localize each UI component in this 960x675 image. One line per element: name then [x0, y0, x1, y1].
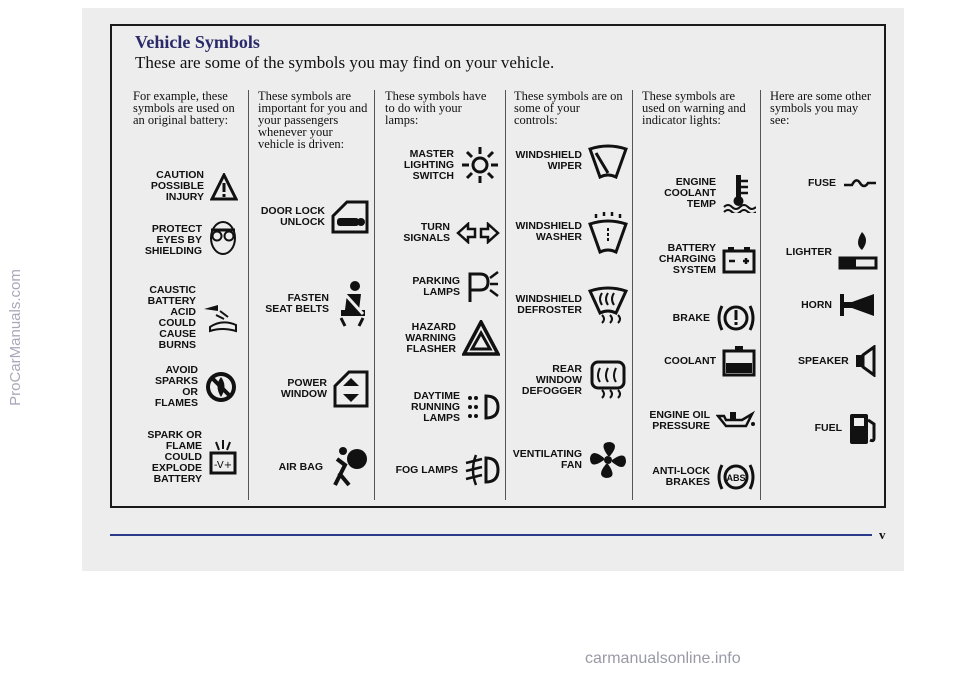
eye-shield-icon — [208, 220, 238, 260]
symbol-oil-pressure: ENGINE OIL PRESSURE — [640, 410, 756, 432]
acid-burn-icon — [202, 301, 238, 335]
coolant-icon — [722, 345, 756, 377]
speaker-icon — [854, 345, 878, 377]
battery-icon — [722, 246, 756, 274]
column-intro: These symbols are on some of your controls: — [514, 89, 623, 127]
coolant-temp-icon — [722, 173, 756, 213]
column-divider — [760, 90, 761, 500]
fan-icon — [588, 440, 628, 480]
symbol-power-window: POWER WINDOW — [255, 370, 369, 408]
bottom-watermark: carmanualsonline.info — [585, 650, 741, 667]
symbol-fuel: FUEL — [768, 410, 878, 446]
hazard-icon — [462, 320, 500, 356]
page-subtitle: These are some of the symbols you may find on your vehicle. — [135, 53, 555, 72]
symbol-wiper: WINDSHIELD WIPER — [510, 143, 628, 179]
drl-icon — [466, 390, 500, 424]
power-window-icon — [333, 370, 369, 408]
no-flame-icon — [204, 370, 238, 404]
svg-text:ABS: ABS — [726, 473, 746, 483]
symbol-drl: DAYTIME RUNNING LAMPS — [384, 390, 500, 424]
symbol-seat-belts: FASTEN SEAT BELTS — [255, 280, 369, 328]
column-intro: These symbols have to do with your lamps: — [385, 89, 487, 127]
symbol-horn: HORN — [768, 290, 878, 320]
symbol-coolant: COOLANT — [640, 345, 756, 377]
battery-explode-icon — [208, 438, 238, 478]
symbol-master-lighting: MASTER LIGHTING SWITCH — [384, 145, 500, 185]
page-number: v — [879, 527, 886, 542]
symbol-spark-explode: SPARK OR FLAME COULD EXPLODE BATTERY -V+ — [132, 430, 238, 485]
turn-signal-icon — [456, 222, 500, 244]
symbol-abs: ANTI-LOCK BRAKES ABS — [640, 460, 756, 494]
column-divider — [248, 90, 249, 500]
symbol-speaker: SPEAKER — [768, 345, 878, 377]
symbol-protect-eyes: PROTECT EYES BY SHIELDING — [138, 220, 238, 260]
parking-lamp-icon — [466, 270, 500, 304]
symbol-door-lock: DOOR LOCK UNLOCK — [255, 200, 369, 234]
defroster-icon — [588, 285, 628, 325]
symbol-lighter: LIGHTER — [768, 230, 878, 274]
symbol-defroster: WINDSHIELD DEFROSTER — [510, 285, 628, 325]
svg-text:-V+: -V+ — [213, 459, 233, 471]
symbol-fog-lamps: FOG LAMPS — [384, 453, 500, 487]
symbol-battery-charging: BATTERY CHARGING SYSTEM — [640, 243, 756, 276]
column-intro: Here are some other symbols you may see: — [770, 89, 871, 127]
column-divider — [505, 90, 506, 500]
column-intro: For example, these symbols are used on an original battery: — [133, 89, 235, 127]
column-intro: These symbols are used on warning and indicator lights: — [642, 89, 746, 127]
symbol-hazard: HAZARD WARNING FLASHER — [384, 320, 500, 356]
master-light-icon — [460, 145, 500, 185]
oil-pressure-icon — [716, 410, 756, 432]
washer-icon — [588, 210, 628, 254]
fog-lamp-icon — [464, 453, 500, 487]
symbol-turn-signals: TURN SIGNALS — [384, 222, 500, 244]
abs-icon — [716, 460, 756, 494]
horn-icon — [838, 290, 878, 320]
column-intro: These symbols are important for you and your passengers whenever your vehicle is driven: — [258, 89, 368, 151]
seat-belt-icon — [335, 280, 369, 328]
symbol-vent-fan: VENTILATING FAN — [510, 440, 628, 480]
caution-triangle-icon — [210, 173, 238, 201]
symbol-coolant-temp: ENGINE COOLANT TEMP — [640, 173, 756, 213]
rear-defog-icon — [588, 360, 628, 400]
fuel-icon — [848, 410, 878, 446]
symbol-caution: CAUTION POSSIBLE INJURY — [138, 170, 238, 203]
symbol-fuse: FUSE — [768, 175, 878, 191]
column-divider — [374, 90, 375, 500]
lighter-icon — [838, 230, 878, 274]
symbol-brake: BRAKE — [640, 300, 756, 336]
symbol-air-bag: AIR BAG — [255, 445, 369, 489]
symbol-washer: WINDSHIELD WASHER — [510, 210, 628, 254]
wiper-icon — [588, 143, 628, 179]
air-bag-icon — [329, 445, 369, 489]
bottom-rule — [110, 534, 872, 536]
brake-icon — [716, 300, 756, 336]
symbol-avoid-sparks: AVOID SPARKS OR FLAMES — [138, 365, 238, 409]
column-divider — [632, 90, 633, 500]
column-warnings — [642, 90, 752, 500]
side-watermark: ProCarManuals.com — [6, 269, 24, 406]
symbol-parking-lamps: PARKING LAMPS — [384, 270, 500, 304]
symbol-rear-defogger: REAR WINDOW DEFOGGER — [510, 360, 628, 400]
page-title: Vehicle Symbols — [135, 32, 260, 52]
fuse-icon — [842, 175, 878, 191]
door-lock-icon — [331, 200, 369, 234]
symbol-caustic-acid: CAUSTIC BATTERY ACID COULD CAUSE BURNS — [132, 285, 238, 351]
